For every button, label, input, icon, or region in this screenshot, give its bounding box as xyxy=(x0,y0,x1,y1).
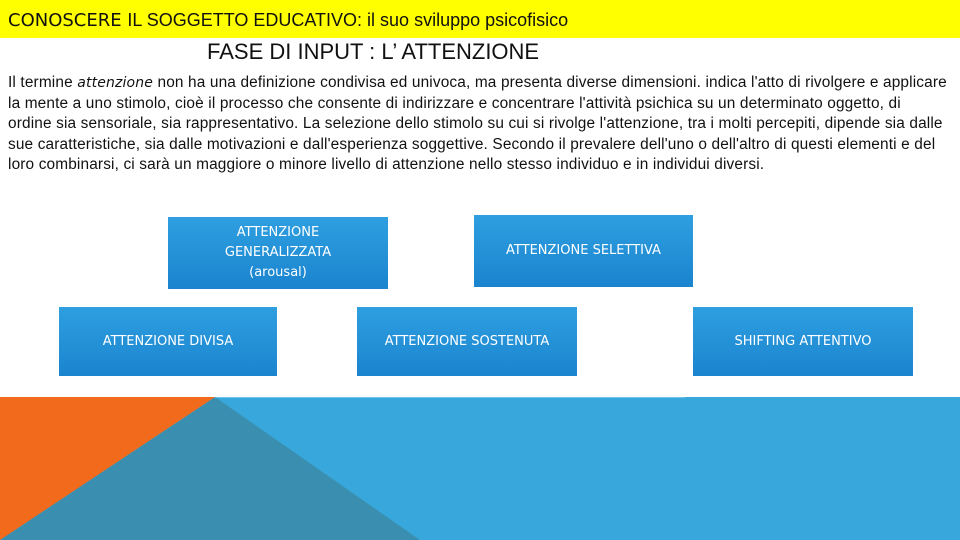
header-title-part2: IL SOGGETTO EDUCATIVO: xyxy=(127,10,363,30)
box-generalizzata-line2: GENERALIZZATA xyxy=(224,245,332,260)
header-title-part1: CONOSCERE xyxy=(8,10,128,31)
header-title-part3: il suo sviluppo psicofisico xyxy=(362,10,569,30)
body-intro: Il termine xyxy=(8,74,78,91)
box-attenzione-selettiva xyxy=(474,215,693,287)
box-sostenuta-label: ATTENZIONE SOSTENUTA xyxy=(384,333,550,349)
box-shifting-attentivo xyxy=(693,307,913,376)
header-title xyxy=(8,8,568,33)
decorative-footer xyxy=(0,397,960,540)
body-keyword: attenzione xyxy=(77,75,154,91)
box-selettiva-label: ATTENZIONE SELETTIVA xyxy=(506,243,661,258)
box-shifting-label: SHIFTING ATTENTIVO xyxy=(734,333,872,349)
body-text: non ha una definizione condivisa ed univoca, ma presenta diverse dimensioni. indica l'atto di rivolgere e applicare la mente a uno stimolo, cioè il processo che consente di indirizzare e concentrare l'attività psichica su un determinato oggetto, di ordine sia sensoriale, sia rappresentativo. La selezione dello stimolo su cui si rivolge l'attenzione, tra i molti percepiti, dipende sia dalle sue caratteristiche, sia dalle motivazioni e dall'esperienza soggettive. Secondo il prevalere dell'uno o dell'altro di questi elementi e del loro combinarsi, ci sarà un maggiore o minore livello di attenzione nello stesso individuo e in individui diversi. xyxy=(8,74,947,174)
box-attenzione-divisa xyxy=(59,307,277,376)
box-generalizzata-line3: (arousal) xyxy=(249,265,307,280)
box-generalizzata-line1: ATTENZIONE xyxy=(236,225,320,240)
box-attenzione-sostenuta xyxy=(357,307,577,376)
body-paragraph xyxy=(8,73,948,176)
box-divisa-label: ATTENZIONE DIVISA xyxy=(102,333,234,349)
slide-subtitle: FASE DI INPUT : L’ ATTENZIONE xyxy=(207,39,540,64)
box-attenzione-generalizzata xyxy=(168,217,388,289)
